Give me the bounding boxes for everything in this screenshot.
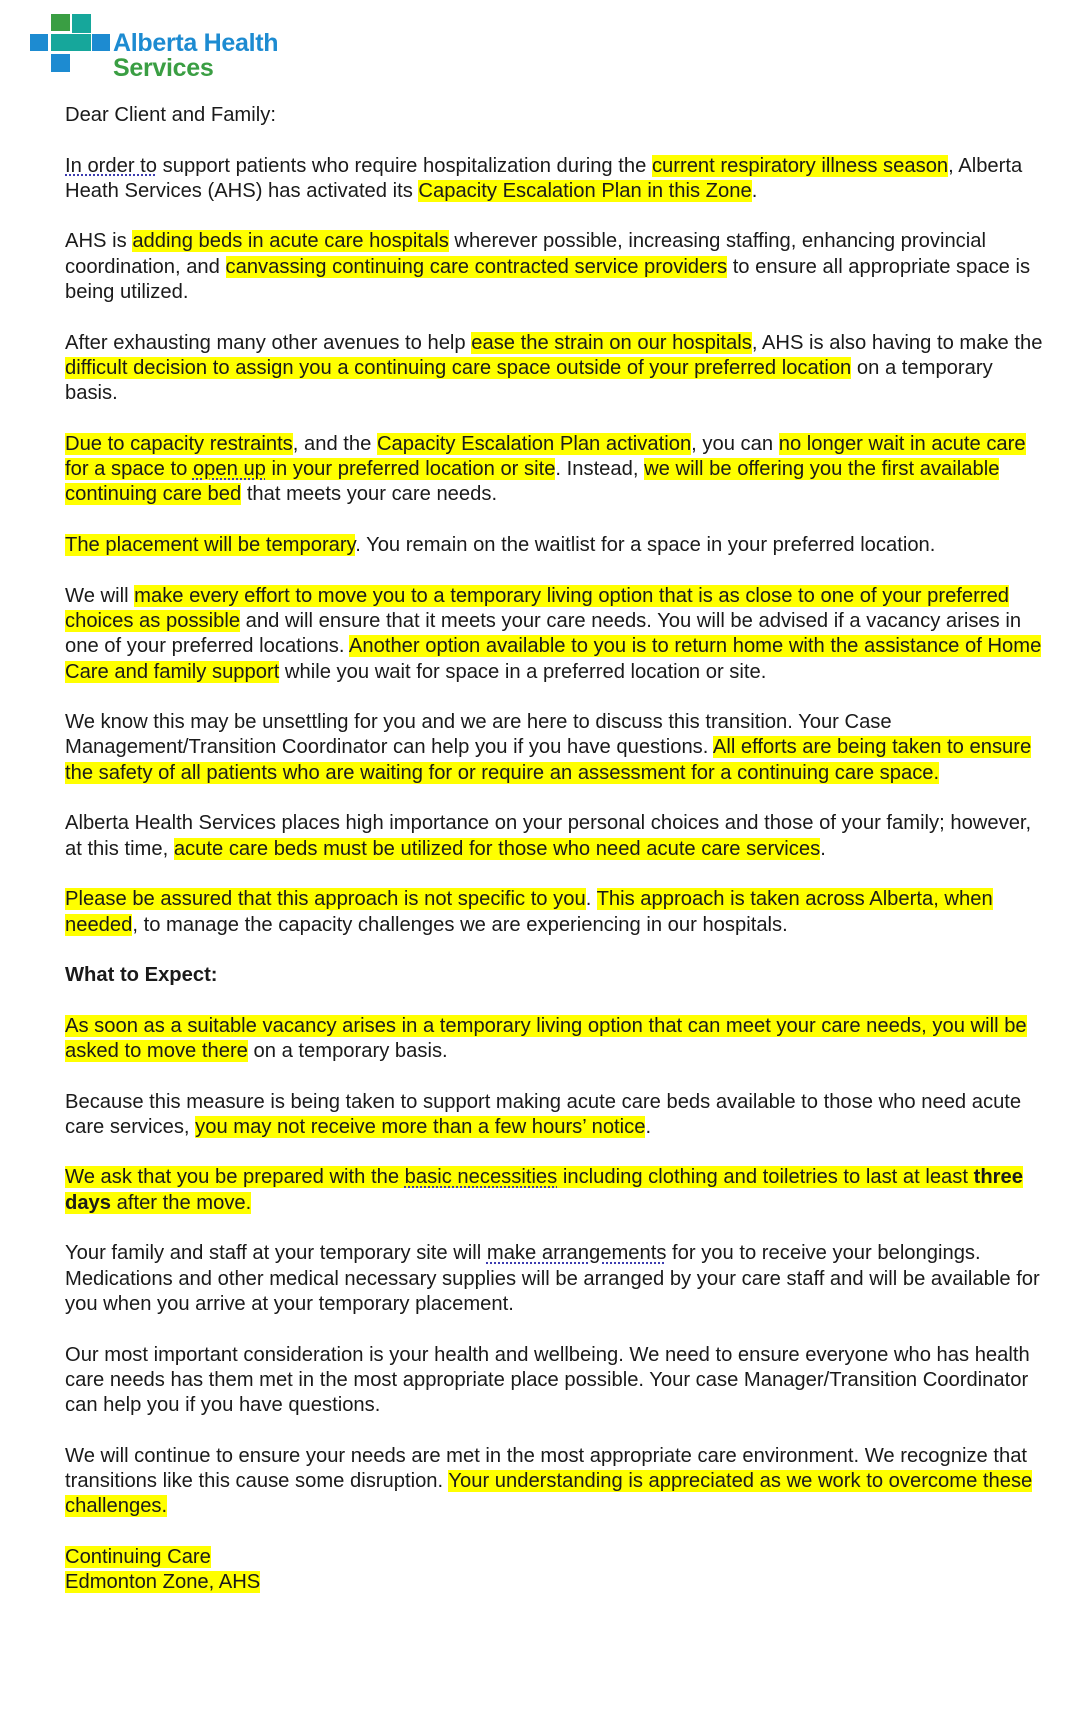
ahs-logo (30, 14, 290, 84)
letter-body (65, 103, 1050, 1596)
paragraph-2: AHS is adding beds in acute care hospitals wherever possible, increasing staffing, enhancing provincial coordination, and canvassing continuing care contracted service providers to ensure all appropriate space is being utilized. (65, 230, 1031, 304)
logo-line-2: Services (113, 54, 214, 82)
logo-line-1: Alberta Health (113, 29, 279, 57)
paragraph-9: Please be assured that this approach is not specific to you. This approach is taken across Alberta, when needed, to manage the capacity challenges we are experiencing in our hospitals. (65, 888, 993, 936)
paragraph-11: Because this measure is being taken to support making acute care beds available to those who need acute care services, you may not receive more than a few hours’ notice. (65, 1090, 1022, 1138)
paragraph-5: The placement will be temporary. You remain on the waitlist for a space in your preferred location. (65, 534, 936, 557)
signature-line-2: Edmonton Zone, AHS (65, 1571, 261, 1594)
paragraph-10: As soon as a suitable vacancy arises in a temporary living option that can meet your care needs, you will be asked to move there on a temporary basis. (65, 1014, 1027, 1062)
ahs-cross-icon (30, 14, 110, 76)
salutation: Dear Client and Family: (65, 104, 276, 126)
paragraph-13: Your family and staff at your temporary site will make arrangements for you to receive your belongings. Medications and other medical necessary supplies will be arranged by your care staff and will be available for you when you arrive at your temporary placement. (65, 1242, 1040, 1315)
paragraph-3: After exhausting many other avenues to help ease the strain on our hospitals, AHS is also having to make the difficult decision to assign you a continuing care space outside of your preferred location on a temporary basis. (65, 331, 1043, 405)
paragraph-8: Alberta Health Services places high importance on your personal choices and those of your family; however, at this time, acute care beds must be utilized for those who need acute care services. (65, 812, 1032, 860)
section-heading: What to Expect: (65, 964, 218, 987)
paragraph-6: We will make every effort to move you to a temporary living option that is as close to one of your preferred choices as possible and will ensure that it meets your care needs. You will be advised if a vacancy arises in one of your preferred locations. Another option available to you is to return home with the assistance of Home Care and family support while you wait for space in a preferred location or site. (65, 584, 1042, 683)
paragraph-15: We will continue to ensure your needs are met in the most appropriate care environment. We recognize that transitions like this cause some disruption. Your understanding is appreciated as we work to overcome these challenges. (65, 1444, 1033, 1518)
paragraph-1: In order to support patients who require hospitalization during the current respiratory illness season, Alberta Heath Services (AHS) has activated its Capacity Escalation Plan in this Zone. (65, 154, 1023, 202)
paragraph-7: We know this may be unsettling for you and we are here to discuss this transition. Your Case Management/Transition Coordinator can help you if you have questions. All efforts are being taken to ensure the safety of all patients who are waiting for or require an assessment for a continuing care space. (65, 711, 1032, 784)
logo-wordmark (113, 31, 278, 81)
paragraph-12: We ask that you be prepared with the basic necessities including clothing and toiletries to last at least three days after the move. (65, 1166, 1023, 1214)
paragraph-4: Due to capacity restraints, and the Capacity Escalation Plan activation, you can no longer wait in acute care for a space to open up in your preferred location or site. Instead, we will be offering you the first available continuing care bed that meets your care needs. (65, 432, 1026, 506)
signature-line-1: Continuing Care (65, 1545, 211, 1568)
paragraph-14: Our most important consideration is your health and wellbeing. We need to ensure everyone who has health care needs has them met in the most appropriate place possible. Your case Manager/Transition Coordinator can help you if you have questions. (65, 1343, 1030, 1417)
signature (65, 1545, 1050, 1596)
